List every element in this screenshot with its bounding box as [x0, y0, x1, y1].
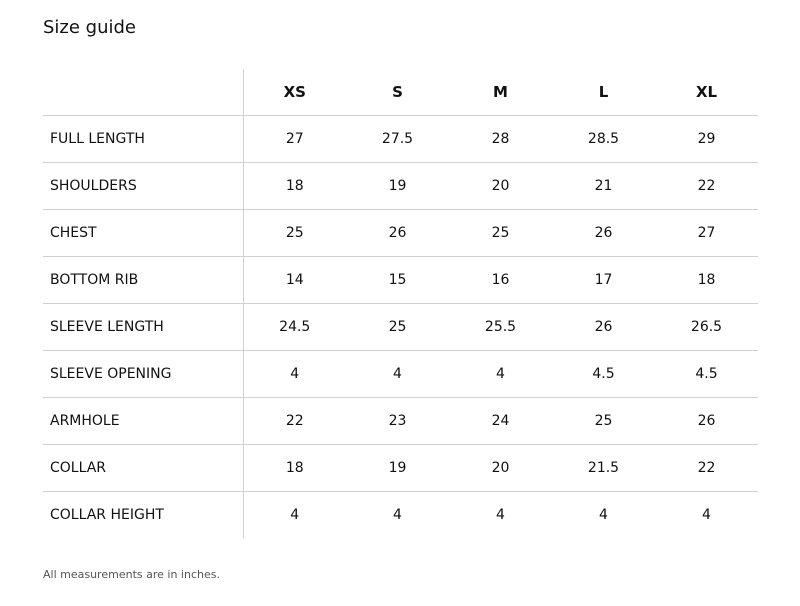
measurement-label: ARMHOLE [43, 398, 243, 445]
measurement-value: 27 [655, 210, 758, 257]
measurement-value: 22 [243, 398, 346, 445]
measurement-value: 25 [449, 210, 552, 257]
measurement-value: 4 [702, 507, 711, 523]
measurement-value: 24.5 [243, 304, 346, 351]
size-header-row [43, 69, 758, 116]
table-row [43, 257, 758, 304]
size-header-xl: XL [655, 69, 758, 116]
measurement-label: CHEST [43, 210, 243, 257]
measurement-value: 4 [290, 507, 300, 523]
measurement-value: 21.5 [552, 445, 655, 492]
measurement-value: 16 [449, 257, 552, 304]
table-row [43, 304, 758, 351]
measurement-label: SHOULDERS [43, 163, 243, 210]
measurement-value: 4.5 [552, 351, 655, 398]
measurement-value: 17 [552, 257, 655, 304]
measurement-value: 4 [393, 507, 402, 523]
size-header-xs: XS [243, 69, 346, 116]
measurement-value: 22 [655, 163, 758, 210]
measurement-value: 26 [655, 398, 758, 445]
measurement-value: 25.5 [449, 304, 552, 351]
measurement-value: 25 [552, 398, 655, 445]
measurement-label: COLLAR [43, 445, 243, 492]
measurement-value: 18 [243, 445, 346, 492]
measurement-value: 28.5 [552, 116, 655, 163]
measurement-value: 27 [243, 116, 346, 163]
size-header-l: L [552, 69, 655, 116]
measurement-value: 29 [655, 116, 758, 163]
measurement-value: 4 [449, 351, 552, 398]
measurement-value: 4 [243, 351, 346, 398]
measurement-value: 4 [346, 351, 449, 398]
table-row [43, 116, 758, 163]
measurement-value: 25 [243, 210, 346, 257]
measurement-value: 23 [346, 398, 449, 445]
measurement-value: 19 [346, 163, 449, 210]
measurement-value: 18 [243, 163, 346, 210]
measurement-label: FULL LENGTH [43, 116, 243, 163]
measurement-value: 28 [449, 116, 552, 163]
table-row [43, 351, 758, 398]
measurement-value: 18 [655, 257, 758, 304]
measurement-value: 15 [346, 257, 449, 304]
size-header-m: M [449, 69, 552, 116]
size-table [43, 69, 758, 538]
table-row [43, 398, 758, 445]
measurement-label: BOTTOM RIB [43, 257, 243, 304]
measurement-label: SLEEVE OPENING [43, 351, 243, 398]
measurement-value: 24 [449, 398, 552, 445]
measurement-value: 25 [346, 304, 449, 351]
table-row [43, 163, 758, 210]
page-title: Size guide [43, 17, 137, 38]
measurement-value: 20 [449, 163, 552, 210]
measurement-label: SLEEVE LENGTH [43, 304, 243, 351]
measurement-value: 26.5 [655, 304, 758, 351]
measurement-value: 19 [346, 445, 449, 492]
size-header-s: S [346, 69, 449, 116]
measurement-value: 4.5 [655, 351, 758, 398]
table-row [43, 210, 758, 257]
measurement-value: 26 [346, 210, 449, 257]
measurement-value: 4 [496, 507, 505, 523]
measurement-value: 21 [552, 163, 655, 210]
table-row [43, 492, 758, 539]
size-table-body [43, 116, 758, 539]
measurement-value: 22 [655, 445, 758, 492]
table-row [43, 445, 758, 492]
measurement-label: COLLAR HEIGHT [43, 492, 243, 539]
measurement-value: 26 [552, 304, 655, 351]
measurement-value: 20 [449, 445, 552, 492]
measurement-value: 26 [552, 210, 655, 257]
measurement-value: 14 [243, 257, 346, 304]
measurement-value: 4 [599, 507, 608, 523]
measurement-value: 27.5 [346, 116, 449, 163]
measurement-note: All measurements are in inches. [43, 568, 220, 581]
header-corner-cell [43, 69, 243, 116]
